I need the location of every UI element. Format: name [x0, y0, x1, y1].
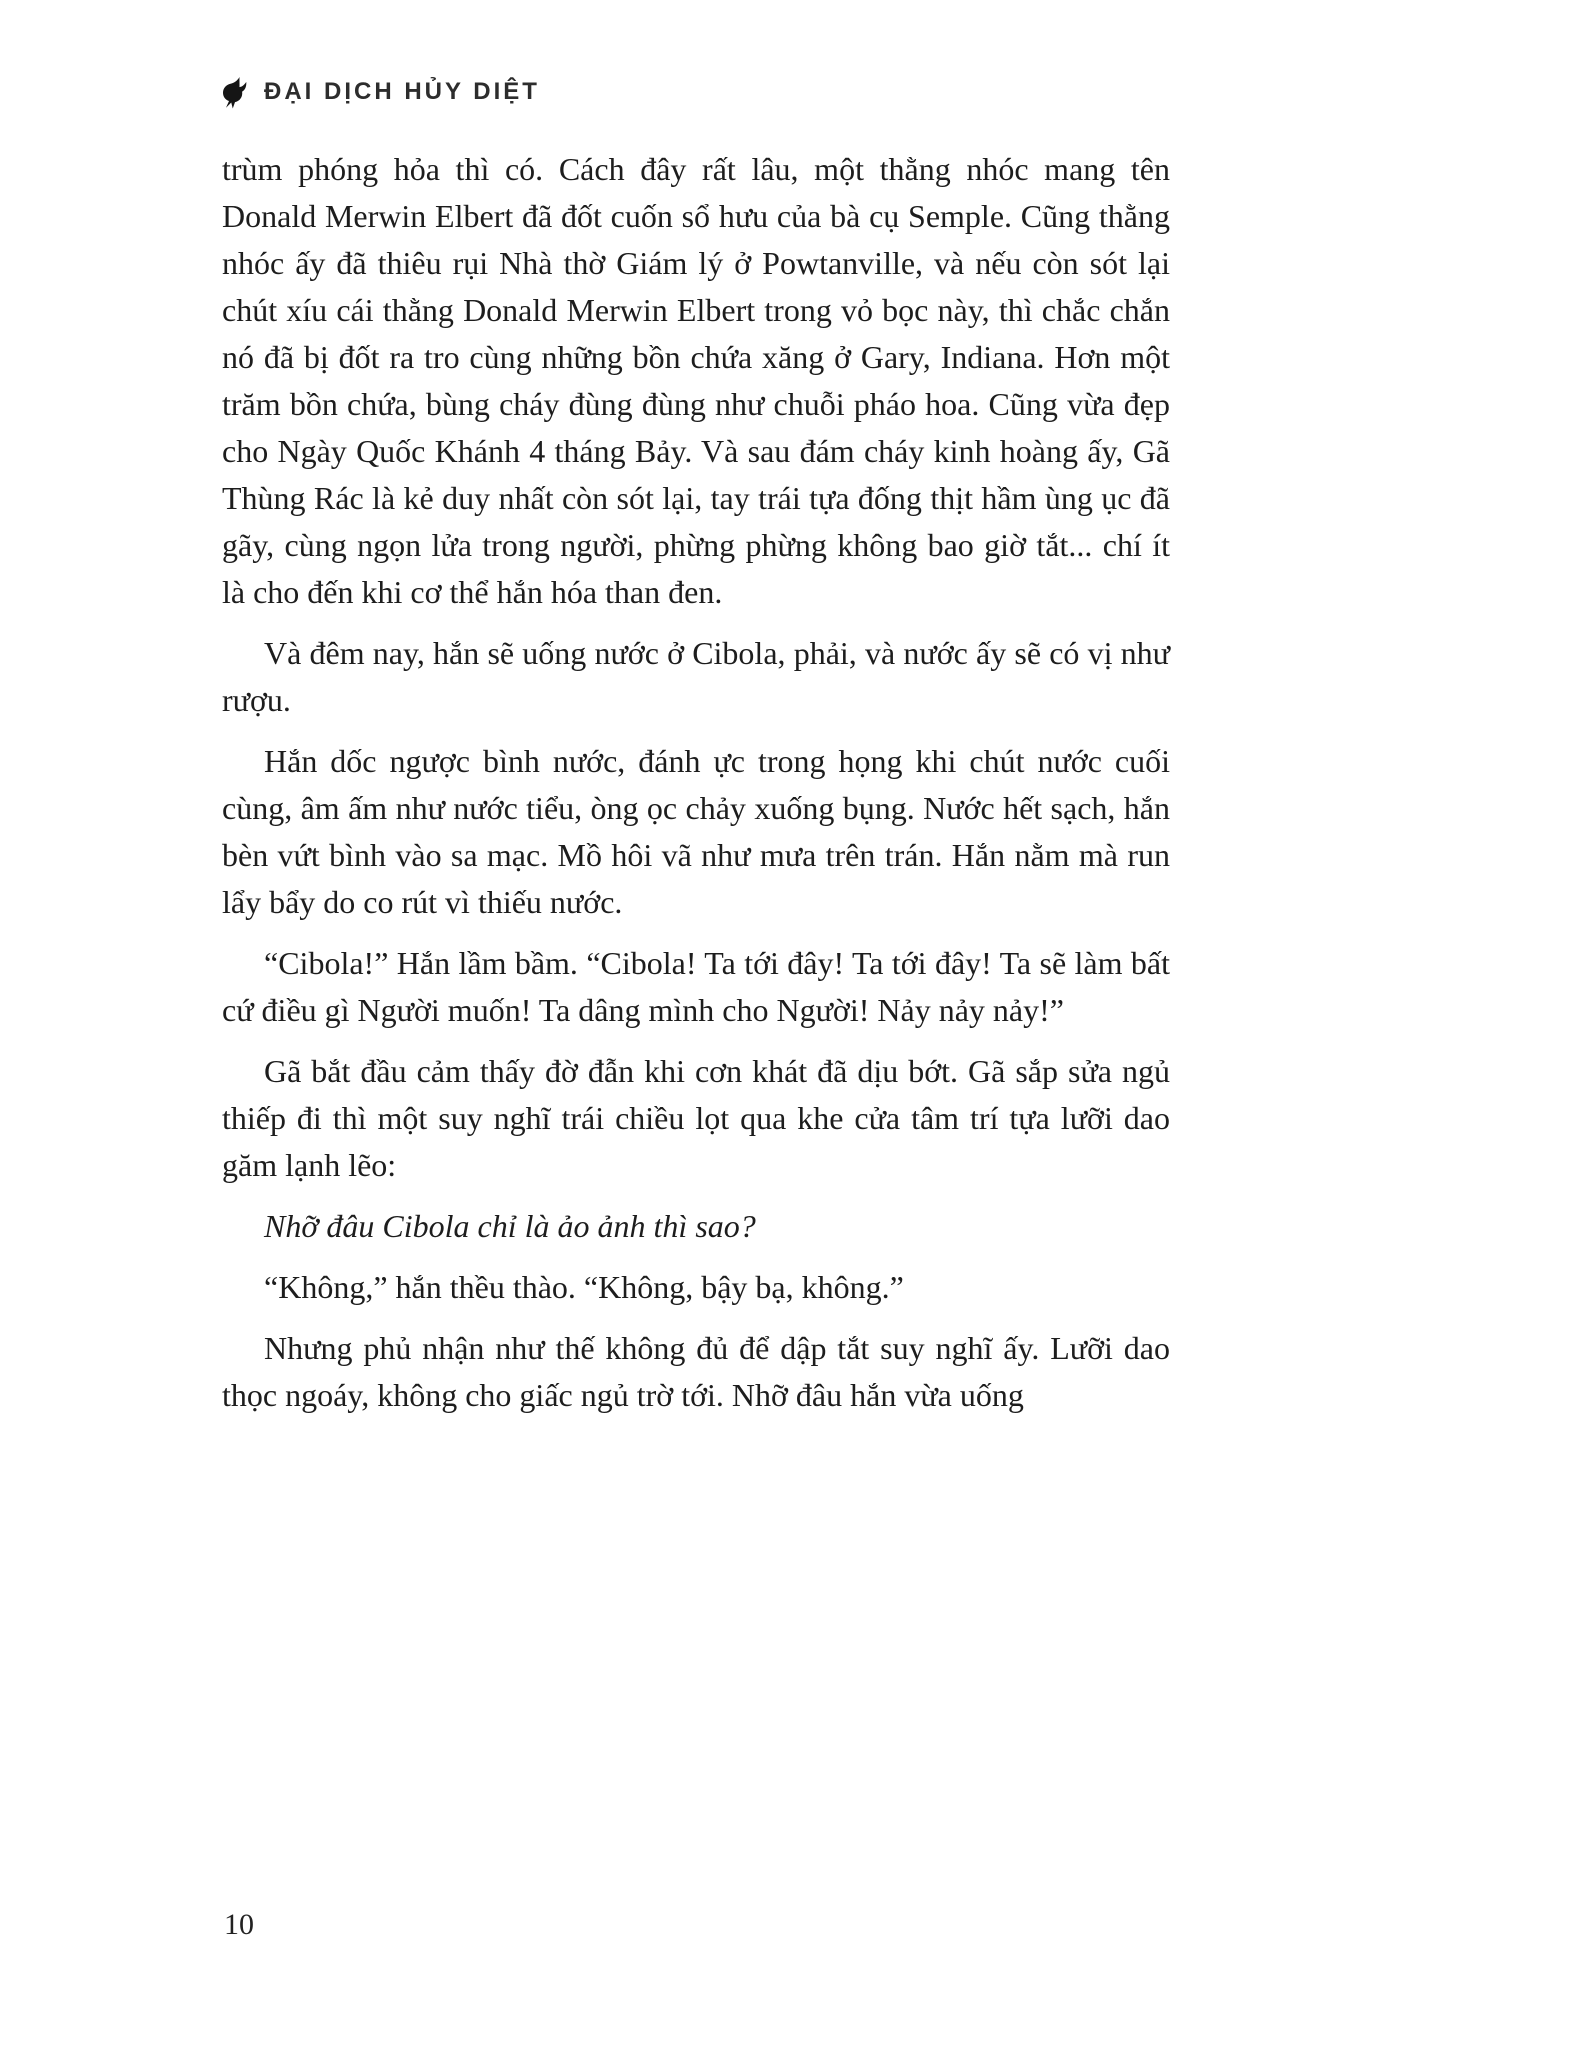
- paragraph-italic: Nhỡ đâu Cibola chỉ là ảo ảnh thì sao?: [264, 1208, 756, 1244]
- paragraph: Nhưng phủ nhận như thế không đủ để dập tắt suy nghĩ ấy. Lưỡi dao thọc ngoáy, không cho giấc ngủ trờ tới. Nhỡ đâu hắn vừa uống: [222, 1330, 1170, 1413]
- paragraph: “Cibola!” Hắn lầm bầm. “Cibola! Ta tới đây! Ta tới đây! Ta sẽ làm bất cứ điều gì Người muốn! Ta dâng mình cho Người! Nảy nảy nảy!”: [222, 945, 1170, 1028]
- paragraph: Và đêm nay, hắn sẽ uống nước ở Cibola, phải, và nước ấy sẽ có vị như rượu.: [222, 635, 1170, 718]
- body-text: [222, 146, 1170, 1433]
- paragraph: trùm phóng hỏa thì có. Cách đây rất lâu, một thằng nhóc mang tên Donald Merwin Elbert đã đốt cuốn sổ hưu của bà cụ Semple. Cũng thằng nhóc ấy đã thiêu rụi Nhà thờ Giám lý ở Powtanville, và nếu còn sót lại chút xíu cái thằng Donald Merwin Elbert trong vỏ bọc này, thì chắc chắn nó đã bị đốt ra tro cùng những bồn chứa xăng ở Gary, Indiana. Hơn một trăm bồn chứa, bùng cháy đùng đùng như chuỗi pháo hoa. Cũng vừa đẹp cho Ngày Quốc Khánh 4 tháng Bảy. Và sau đám cháy kinh hoàng ấy, Gã Thùng Rác là kẻ duy nhất còn sót lại, tay trái tựa đống thịt hầm ùng ục đã gãy, cùng ngọn lửa trong người, phừng phừng không bao giờ tắt... chí ít là cho đến khi cơ thể hắn hóa than đen.: [222, 151, 1170, 610]
- running-head-title: ĐẠI DỊCH HỦY DIỆT: [264, 78, 540, 105]
- paragraph: Hắn dốc ngược bình nước, đánh ực trong họng khi chút nước cuối cùng, âm ấm như nước tiểu, òng ọc chảy xuống bụng. Nước hết sạch, hắn bèn vứt bình vào sa mạc. Mồ hôi vã như mưa trên trán. Hắn nằm mà run lẩy bẩy do co rút vì thiếu nước.: [222, 743, 1170, 920]
- bird-logo-icon: [220, 74, 250, 110]
- paragraph: “Không,” hắn thều thào. “Không, bậy bạ, không.”: [264, 1269, 904, 1305]
- paragraph: Gã bắt đầu cảm thấy đờ đẫn khi cơn khát đã dịu bớt. Gã sắp sửa ngủ thiếp đi thì một suy nghĩ trái chiều lọt qua khe cửa tâm trí tựa lưỡi dao găm lạnh lẽo:: [222, 1053, 1170, 1183]
- page-number: 10: [224, 1908, 254, 1941]
- page-header: [220, 74, 540, 110]
